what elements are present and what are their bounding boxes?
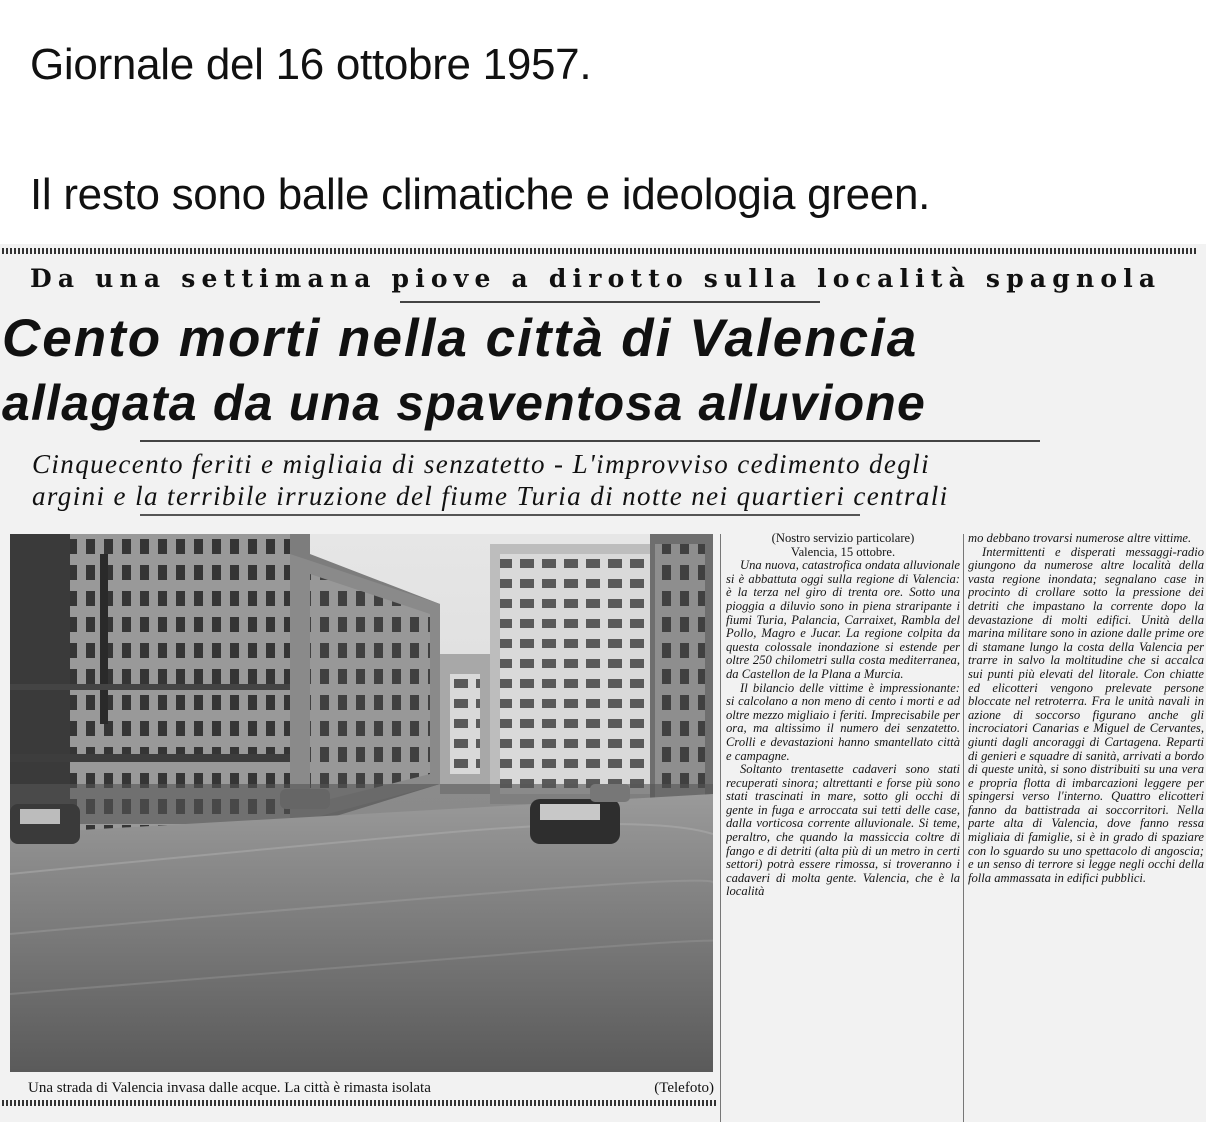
bottom-dashed-rule [2,1100,716,1106]
column-divider-right [963,534,964,1122]
headline-rule [140,440,1040,442]
article-paragraph: Il bilancio delle vittime è impressionante: si calcolano a non meno di cento i morti e ad oltre mezzo migliaio i feriti. Imprecisabile per ora, ma altissimo il numero dei senzatetto. Crolli e devastazioni hanno smantellato città e campagne. [726,680,960,763]
flooded-street-photo [10,534,713,1072]
newspaper-clipping-image[interactable] [0,244,1206,1122]
bottom-margin [0,1122,1225,1143]
article-paragraph: Intermittenti e disperati messaggi-radio giungono da numerose altre località della vasta regione inondata; segnalano case in procinto di crollare sotto la pressione dei detriti che impastano la corrente dopo la devastazione di molti edifici. Unità della marina militare sono in azione dalle prime ore di stamane lungo la costa della Valencia per trarre in salvo la moltitudine che si accalca sui punti più elevati del litorale. Con chiatte ed elicotteri vengono prelevate persone bloccate nel retroterra. Fra le unità navali in azione di soccorso figurano anche gli incrociatori Canarias e Miguel de Cervantes, giunti dagli ancoraggi di Cartagena. Reparti di genieri e squadre di sanità, arrivati a bordo di queste unità, si sono distribuiti su una vera e propria flotta di imbarcazioni leggere per spingersi verso l'interno. Quattro elicotteri fanno da battistrada ai soccorritori. Nella parte alta di Valencia, dove fanno ressa migliaia di famiglie, si è in grado di spaziare con lo sguardo su uno spettacolo di angoscia; e un senso di terrore si legge negli occhi della folla ammassata in edifici pubblici. [968,544,1204,885]
top-dashed-rule [2,248,1196,254]
article-paragraph: Una nuova, catastrofica ondata alluvionale si è abbattuta oggi sulla regione di Valencia: è la terza nel giro di trenta ore. Sotto una pioggia a diluvio sono in piena straripante i fiumi Turia, Palancia, Carraixet, Rambla del Pollo, Magro e Jucar. La regione colpita da questa colossale inondazione si estende per oltre 250 chilometri sulla costa mediterranea, da Castellon de la Plana a Murcia. [726,558,960,681]
article-column-2 [968,532,1204,1122]
dateline: Valencia, 15 ottobre. [790,544,896,559]
byline: (Nostro servizio particolare) [771,532,915,545]
right-margin [1206,244,1225,1122]
headline-line-2: allagata da una spaventosa alluvione [2,375,927,431]
article-column-1 [726,532,960,1122]
post-text-line-2: Il resto sono balle climatiche e ideologia green. [30,170,931,219]
article-paragraph: mo debbano trovarsi numerose altre vittime. [968,532,1192,545]
headline-line-1: Cento morti nella città di Valencia [2,309,919,368]
article-paragraph: Soltanto trentasette cadaveri sono stati recuperati sinora; altrettanti e forse più sono stati trascinati in mare, sotto gli occhi di gente in fuga e arroccata sui tetti delle case, dalla vorticosa corrente alluvionale. Si teme, peraltro, che quando la massiccia coltre di fango e di detriti (alta più di un metro in certi settori) potrà essere rimossa, si troveranno i cadaveri di molta gente. Valencia, che è la località [726,762,960,899]
photo-caption-text: Una strada di Valencia invasa dalle acque. La città è rimasta isolata [28,1080,431,1096]
photo-credit: (Telefoto) [654,1080,714,1096]
subhead-line-2: argini e la terribile irruzione del fiume Turia di notte nei quartieri centrali [32,481,949,511]
kicker: Da una settimana piove a dirotto sulla località spagnola [30,264,1162,293]
subhead-rule [140,514,860,516]
column-divider-left [720,534,721,1122]
kicker-rule [400,301,820,303]
post-text-line-1: Giornale del 16 ottobre 1957. [30,40,592,89]
subhead-line-1: Cinquecento feriti e migliaia di senzatetto - L'improvviso cedimento degli [32,449,930,479]
